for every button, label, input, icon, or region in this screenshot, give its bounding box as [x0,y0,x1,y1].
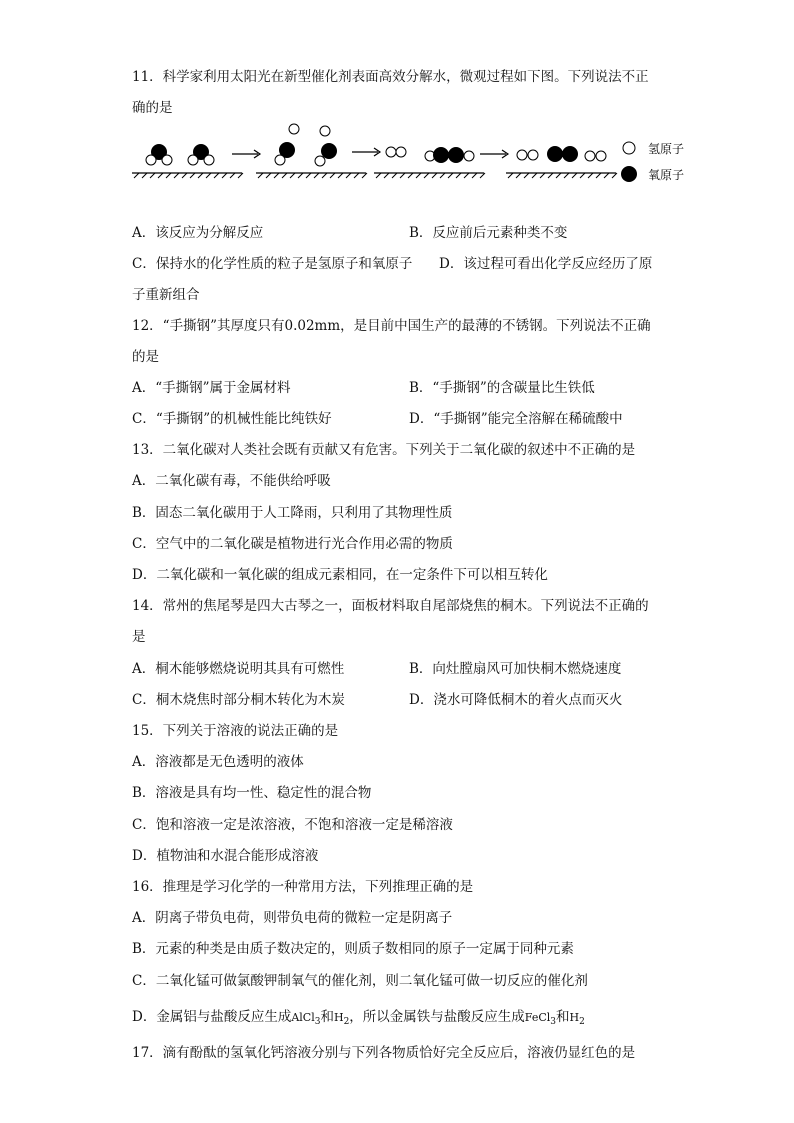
q14-option-d: D．浇水可降低桐木的着火点而灭火 [409,692,623,708]
q11-option-d-line1: D．该过程可看出化学反应经历了原 [439,256,653,272]
formula-alcl3-sub: 3 [314,1017,321,1027]
q14-stem-line2: 是 [132,629,146,645]
legend [621,142,684,182]
q14-stem-line1: 14．常州的焦尾琴是四大古琴之一，面板材料取自尾部烧焦的桐木。下列说法不正确的 [132,598,649,614]
q15-option-a: A．溶液都是无色透明的液体 [132,754,304,770]
arrow-icon [352,148,380,156]
formula-alcl3 [291,1011,321,1027]
catalyst-surface [374,173,485,178]
q11-stem-line1: 11．科学家利用太阳光在新型催化剂表面高效分解水，微观过程如下图。下列说法不正 [132,69,649,85]
q17-stem: 17．滴有酚酞的氢氧化钙溶液分别与下列各物质恰好完全反应后，溶液仍显红色的是 [132,1045,636,1061]
water-molecule [188,144,214,165]
q16-d-text-1: D．金属铝与盐酸反应生成 [132,1009,292,1025]
formula-h2-second [569,1011,585,1027]
water-decomposition-diagram [130,118,710,188]
q15-option-d: D．植物油和水混合能形成溶液 [132,848,319,864]
q11-option-b: B．反应前后元素种类不变 [409,225,568,241]
water-molecule [146,144,172,165]
q11-option-a: A．该反应为分解反应 [132,225,264,241]
catalyst-surface [132,173,243,178]
formula-alcl3-base: AlCl [291,1011,315,1024]
formula-h2-first [333,1011,350,1027]
q12-option-a: A．“手撕钢”属于金属材料 [132,380,291,396]
q15-option-c: C．饱和溶液一定是浓溶液，不饱和溶液一定是稀溶液 [132,817,453,833]
formula-fecl3 [524,1011,557,1027]
q16-option-a: A．阴离子带负电荷，则带负电荷的微粒一定是阴离子 [132,910,453,926]
formula-h2-base: H [333,1011,344,1024]
q12-option-d: D．“手撕钢”能完全溶解在稀硫酸中 [409,411,623,427]
q16-stem: 16．推理是学习化学的一种常用方法，下列推理正确的是 [132,879,474,895]
q16-option-d [132,1008,585,1031]
q12-option-c: C．“手撕钢”的机械性能比纯铁好 [132,411,332,427]
formula-fecl3-base: FeCl [524,1011,551,1024]
q16-d-text-2: ，所以金属铁与盐酸反应生成 [349,1009,525,1025]
recombined-atoms [386,147,474,163]
q13-option-b: B．固态二氧化碳用于人工降雨，只利用了其物理性质 [132,505,453,521]
hydrogen-legend-icon [623,142,635,154]
q13-option-c: C．空气中的二氧化碳是植物进行光合作用必需的物质 [132,536,453,552]
q16-option-b: B．元素的种类是由质子数决定的，则质子数相同的原子一定属于同种元素 [132,941,574,957]
q15-option-b: B．溶液是具有均一性、稳定性的混合物 [132,785,372,801]
catalyst-surface [256,173,367,178]
arrow-icon [232,150,260,158]
q14-option-c: C．桐木烧焦时部分桐木转化为木炭 [132,692,345,708]
product-molecules [517,146,606,162]
arrow-icon [480,150,508,158]
q16-d-and-1: 和 [320,1009,334,1025]
q11-option-d-line2: 子重新组合 [132,287,200,303]
oxygen-legend-icon [621,166,637,182]
q11-stem-line2: 确的是 [132,100,173,116]
q13-stem: 13．二氧化碳对人类社会既有贡献又有危害。下列关于二氧化碳的叙述中不正确的是 [132,442,636,458]
formula-h2-base-2: H [569,1011,580,1024]
catalyst-surface [506,173,617,178]
q13-option-d: D．二氧化碳和一氧化碳的组成元素相同，在一定条件下可以相互转化 [132,567,548,583]
q16-d-and-2: 和 [556,1009,570,1025]
q13-option-a: A．二氧化碳有毒，不能供给呼吸 [132,473,331,489]
q12-option-b: B．“手撕钢”的含碳量比生铁低 [409,380,595,396]
formula-fecl3-sub: 3 [550,1017,557,1027]
q12-stem-line1: 12．“手撕钢”其厚度只有0.02mm，是目前中国生产的最薄的不锈钢。下列说法不正确 [132,318,651,334]
formula-h2-sub: 2 [343,1017,350,1027]
q15-stem: 15．下列关于溶液的说法正确的是 [132,723,339,739]
split-atoms [275,124,337,166]
q14-option-a: A．桐木能够燃烧说明其具有可燃性 [132,661,345,677]
legend-hydrogen-label: 氢原子 [648,142,685,156]
q14-option-b: B．向灶膛扇风可加快桐木燃烧速度 [409,661,622,677]
q16-option-c: C．二氧化锰可做氯酸钾制氧气的催化剂，则二氧化锰可做一切反应的催化剂 [132,973,588,989]
legend-oxygen-label: 氧原子 [648,168,685,182]
formula-h2-sub-2: 2 [579,1017,585,1027]
q11-option-c: C．保持水的化学性质的粒子是氢原子和氧原子 [132,256,413,272]
q12-stem-line2: 的是 [132,349,159,365]
